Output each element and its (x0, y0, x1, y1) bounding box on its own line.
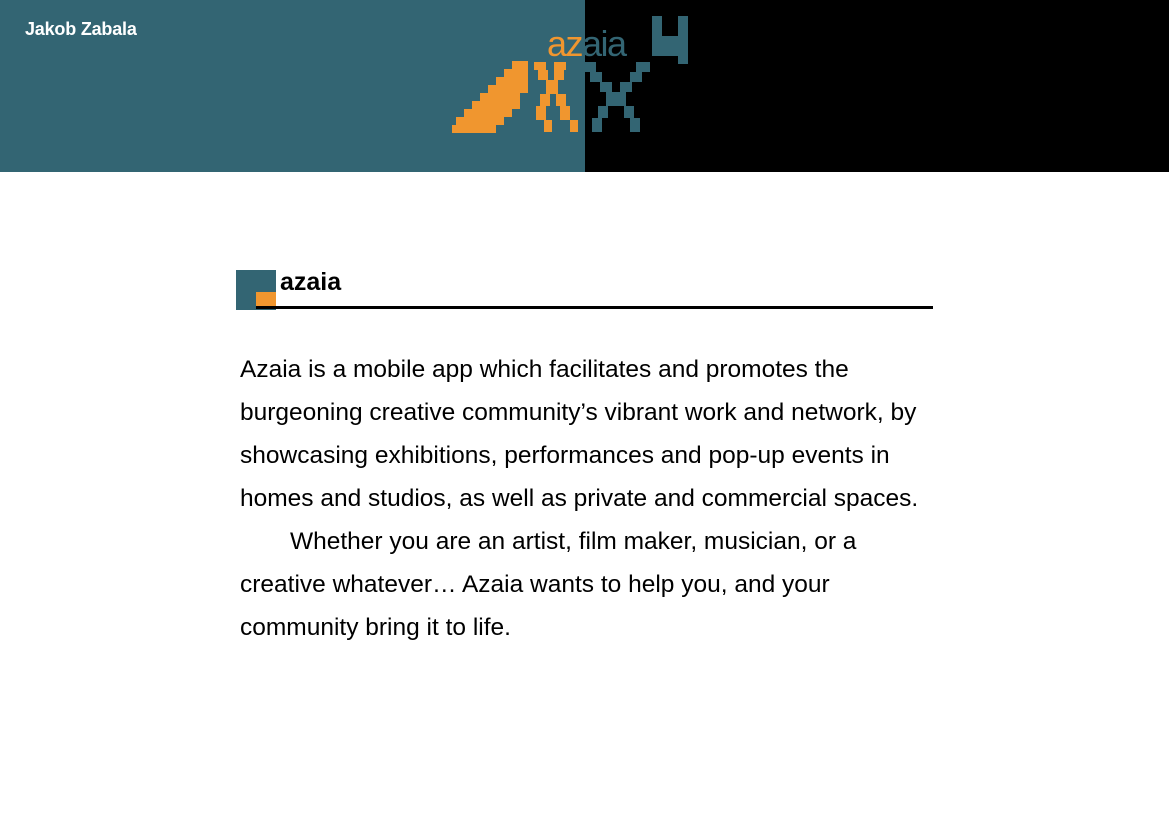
logo-wordmark-part-2: aia (582, 23, 626, 64)
author-name: Jakob Zabala (25, 19, 137, 39)
description-paragraph-1: Azaia is a mobile app which facilitates and promotes the burgeoning creative community’s vibrant work and network, by showcasing exhibitions, performances and pop-up events in homes and studios, as well as private and commercial spaces. (240, 356, 919, 512)
section-heading (236, 268, 933, 310)
logo-wordmark (547, 22, 626, 66)
description-paragraph-2: Whether you are an artist, film maker, musician, or a creative whatever… Azaia wants to help you, and your community bring it to life. (240, 528, 857, 641)
section-divider (256, 306, 933, 309)
header-banner (0, 0, 1169, 172)
logo-wordmark-part-1: az (547, 23, 583, 64)
section-title: azaia (280, 268, 342, 296)
description-body (240, 348, 930, 649)
square-icon (236, 270, 276, 310)
